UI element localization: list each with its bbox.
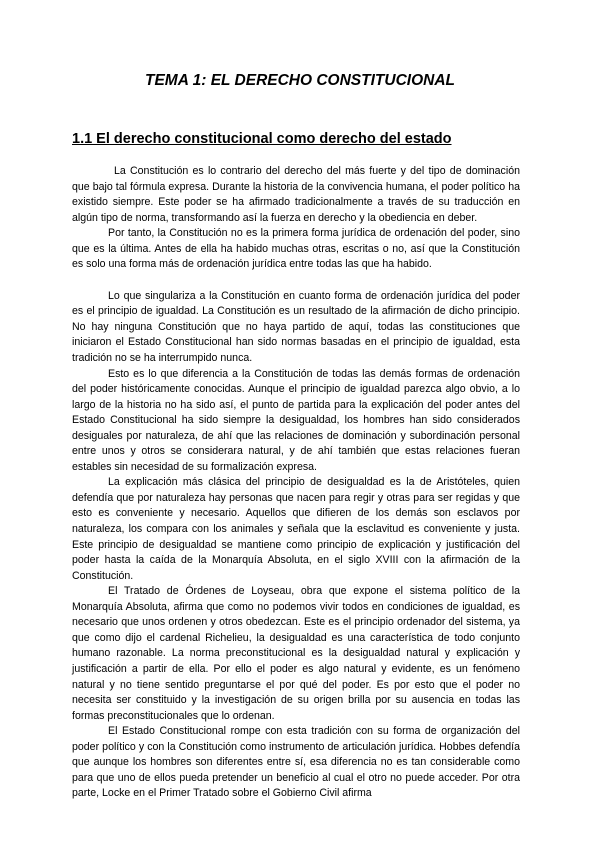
paragraph: La Constitución es lo contrario del derecho del más fuerte y del tipo de dominación que bajo tal fórmula expresa. Durante la historia de la convivencia humana, el poder político ha existido siempre. Este poder se ha afirmado tradicionalmente a través de su traducción en algún tipo de norma, transformando así la fuerza en derecho y la obediencia en deber. bbox=[72, 165, 520, 224]
section-heading: 1.1 El derecho constitucional como derecho del estado bbox=[72, 131, 452, 147]
paragraph: La explicación más clásica del principio de desigualdad es la de Aristóteles, quien defendía que por naturaleza hay personas que nacen para regir y otras para ser regidas y que esto es conveniente y necesario. Aquellos que difieren de los demás son esclavos por naturaleza, los compara con los animales y señala que la esclavitud es conveniente y justa. Este principio de desigualdad se mantiene como principio de explicación y justificación del poder hasta la caída de la Monarquía Absoluta, en el siglo XVIII con la afirmación de la Constitución. bbox=[72, 476, 520, 582]
paragraph: El Tratado de Órdenes de Loyseau, obra que expone el sistema político de la Monarquía Absoluta, afirma que como no podemos vivir todos en condiciones de igualdad, es necesario que unos ordenen y otros obedezcan. Este es el principio ordenador del sistema, ya que como dijo el cardenal Richelieu, la desigualdad es una característica de todo conjunto humano razonable. La norma preconstitucional es la desigualdad natural y explicación y justificación a partir de ella. Por ello el poder es algo natural y evidente, es un fenómeno natural y no tiene sentido preguntarse el por qué del poder. Es por esto que el poder no necesita ser constituido y la investigación de su origen brilla por su ausencia en todas las formas preconstitucionales que lo ordenan. bbox=[72, 585, 520, 722]
document-title: TEMA 1: EL DERECHO CONSTITUCIONAL bbox=[144, 72, 455, 89]
paragraph: Por tanto, la Constitución no es la primera forma jurídica de ordenación del poder, sino que es la última. Antes de ella ha habido muchas otras, escritas o no, así que la Constitución es solo una forma más de ordenación jurídica entre todas las que ha habido. bbox=[72, 227, 520, 271]
paragraph: Esto es lo que diferencia a la Constitución de todas las demás formas de ordenación del poder históricamente conocidas. Aunque el principio de igualdad parezca algo obvio, a lo largo de la historia no ha sido así, el punto de partida para la explicación del poder antes del Estado Constitucional ha sido siempre la desigualdad, los hombres han sido considerados desiguales por naturaleza, de ahí que las relaciones de dominación y subordinación personal entre unos y otros se considerara natural, y de ahí también que estas relaciones fueran estables sin necesidad de su formalización expresa. bbox=[72, 367, 520, 473]
document-body bbox=[72, 164, 520, 802]
paragraph: Lo que singulariza a la Constitución en cuanto forma de ordenación jurídica del poder es el principio de igualdad. La Constitución es un resultado de la afirmación de dicho principio. No hay ninguna Constitución que no haya partido de aquí, todas las constituciones que iniciaron el Estado Constitucional han sido normas basadas en el principio de igualdad, esta tradición no se ha interrumpido nunca. bbox=[72, 289, 520, 365]
paragraph: El Estado Constitucional rompe con esta tradición con su forma de organización del poder político y con la Constitución como instrumento de articulación jurídica. Hobbes defendía que aunque los hombres son diferentes entre sí, esa diferencia no es tan considerable como para que uno de ellos pueda pretender un beneficio al cual el otro no puede acceder. Por otra parte, Locke en el Primer Tratado sobre el Gobierno Civil afirma bbox=[72, 725, 520, 800]
